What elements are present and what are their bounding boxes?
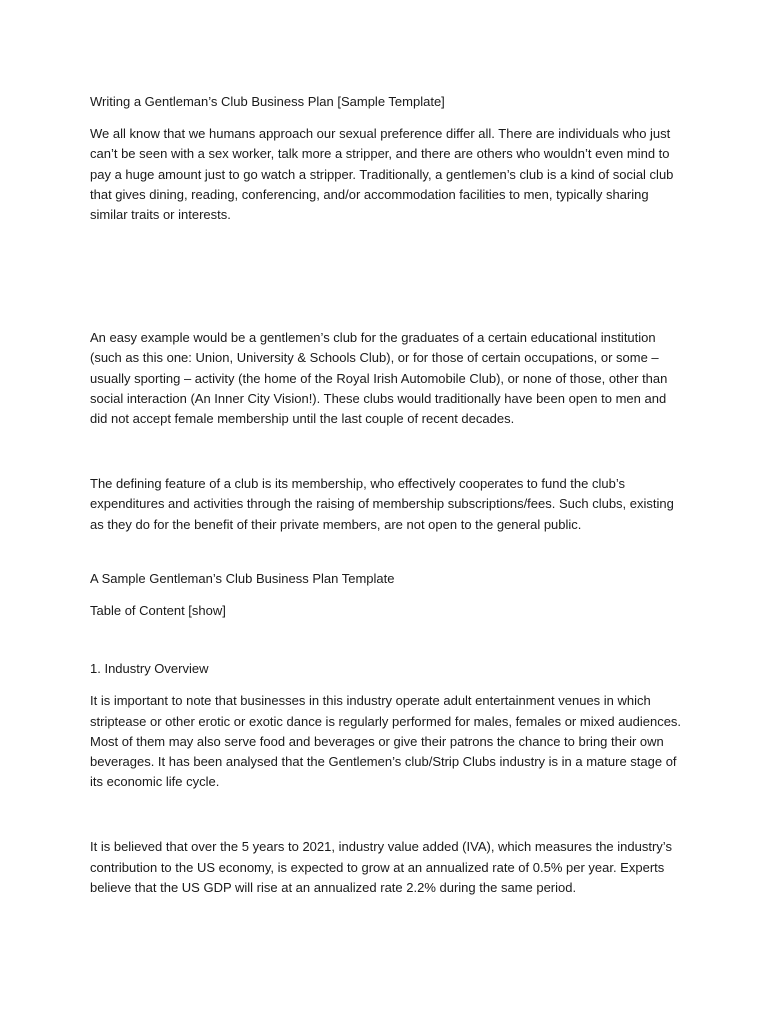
paragraph-example: An easy example would be a gentlemen’s club for the graduates of a certain educational institution (such as this one: Union, University & Schools Club), or for those of certain occupations, or some – usually sporting – activity (the home of the Royal Irish Automobile Club), or none of those, other than social interaction (An Inner City Vision!). These clubs would traditionally have been open to men and did not accept female membership until the last couple of recent decades.	[90, 330, 668, 427]
template-heading: A Sample Gentleman’s Club Business Plan Template	[90, 570, 395, 586]
table-of-content-toggle[interactable]: Table of Content [show]	[90, 603, 226, 619]
paragraph-iva: It is believed that over the 5 years to 2021, industry value added (IVA), which measures the industry’s contribution to the US economy, is expected to grow at an annualized rate of 0.5% per year. Experts believe that the US GDP will rise at an annualized rate 2.2% during the same period.	[90, 839, 672, 895]
paragraph-intro: We all know that we humans approach our sexual preference differ all. There are individuals who just can’t be seen with a sex worker, talk more a stripper, and there are others who wouldn’t even mind to pay a huge amount just to go watch a stripper. Traditionally, a gentlemen’s club is a kind of social club that gives dining, reading, conferencing, and/or accommodation facilities to men, typically sharing similar traits or interests.	[90, 126, 674, 223]
paragraph-industry: It is important to note that businesses in this industry operate adult entertainment venues in which striptease or other erotic or exotic dance is regularly performed for males, females or mixed audiences. Most of them may also serve food and beverages or give their patrons the chance to bring their own beverages. It has been analysed that the Gentlemen’s club/Strip Clubs industry is in a mature stage of its economic life cycle.	[90, 693, 682, 790]
document-title: Writing a Gentleman’s Club Business Plan [Sample Template]	[90, 94, 445, 109]
paragraph-membership: The defining feature of a club is its membership, who effectively cooperates to fund the club’s expenditures and activities through the raising of membership subscriptions/fees. Such clubs, existing as they do for the benefit of their private members, are not open to the general public.	[90, 476, 674, 532]
section-heading-industry-overview: 1. Industry Overview	[90, 661, 209, 677]
document-body	[90, 92, 682, 898]
